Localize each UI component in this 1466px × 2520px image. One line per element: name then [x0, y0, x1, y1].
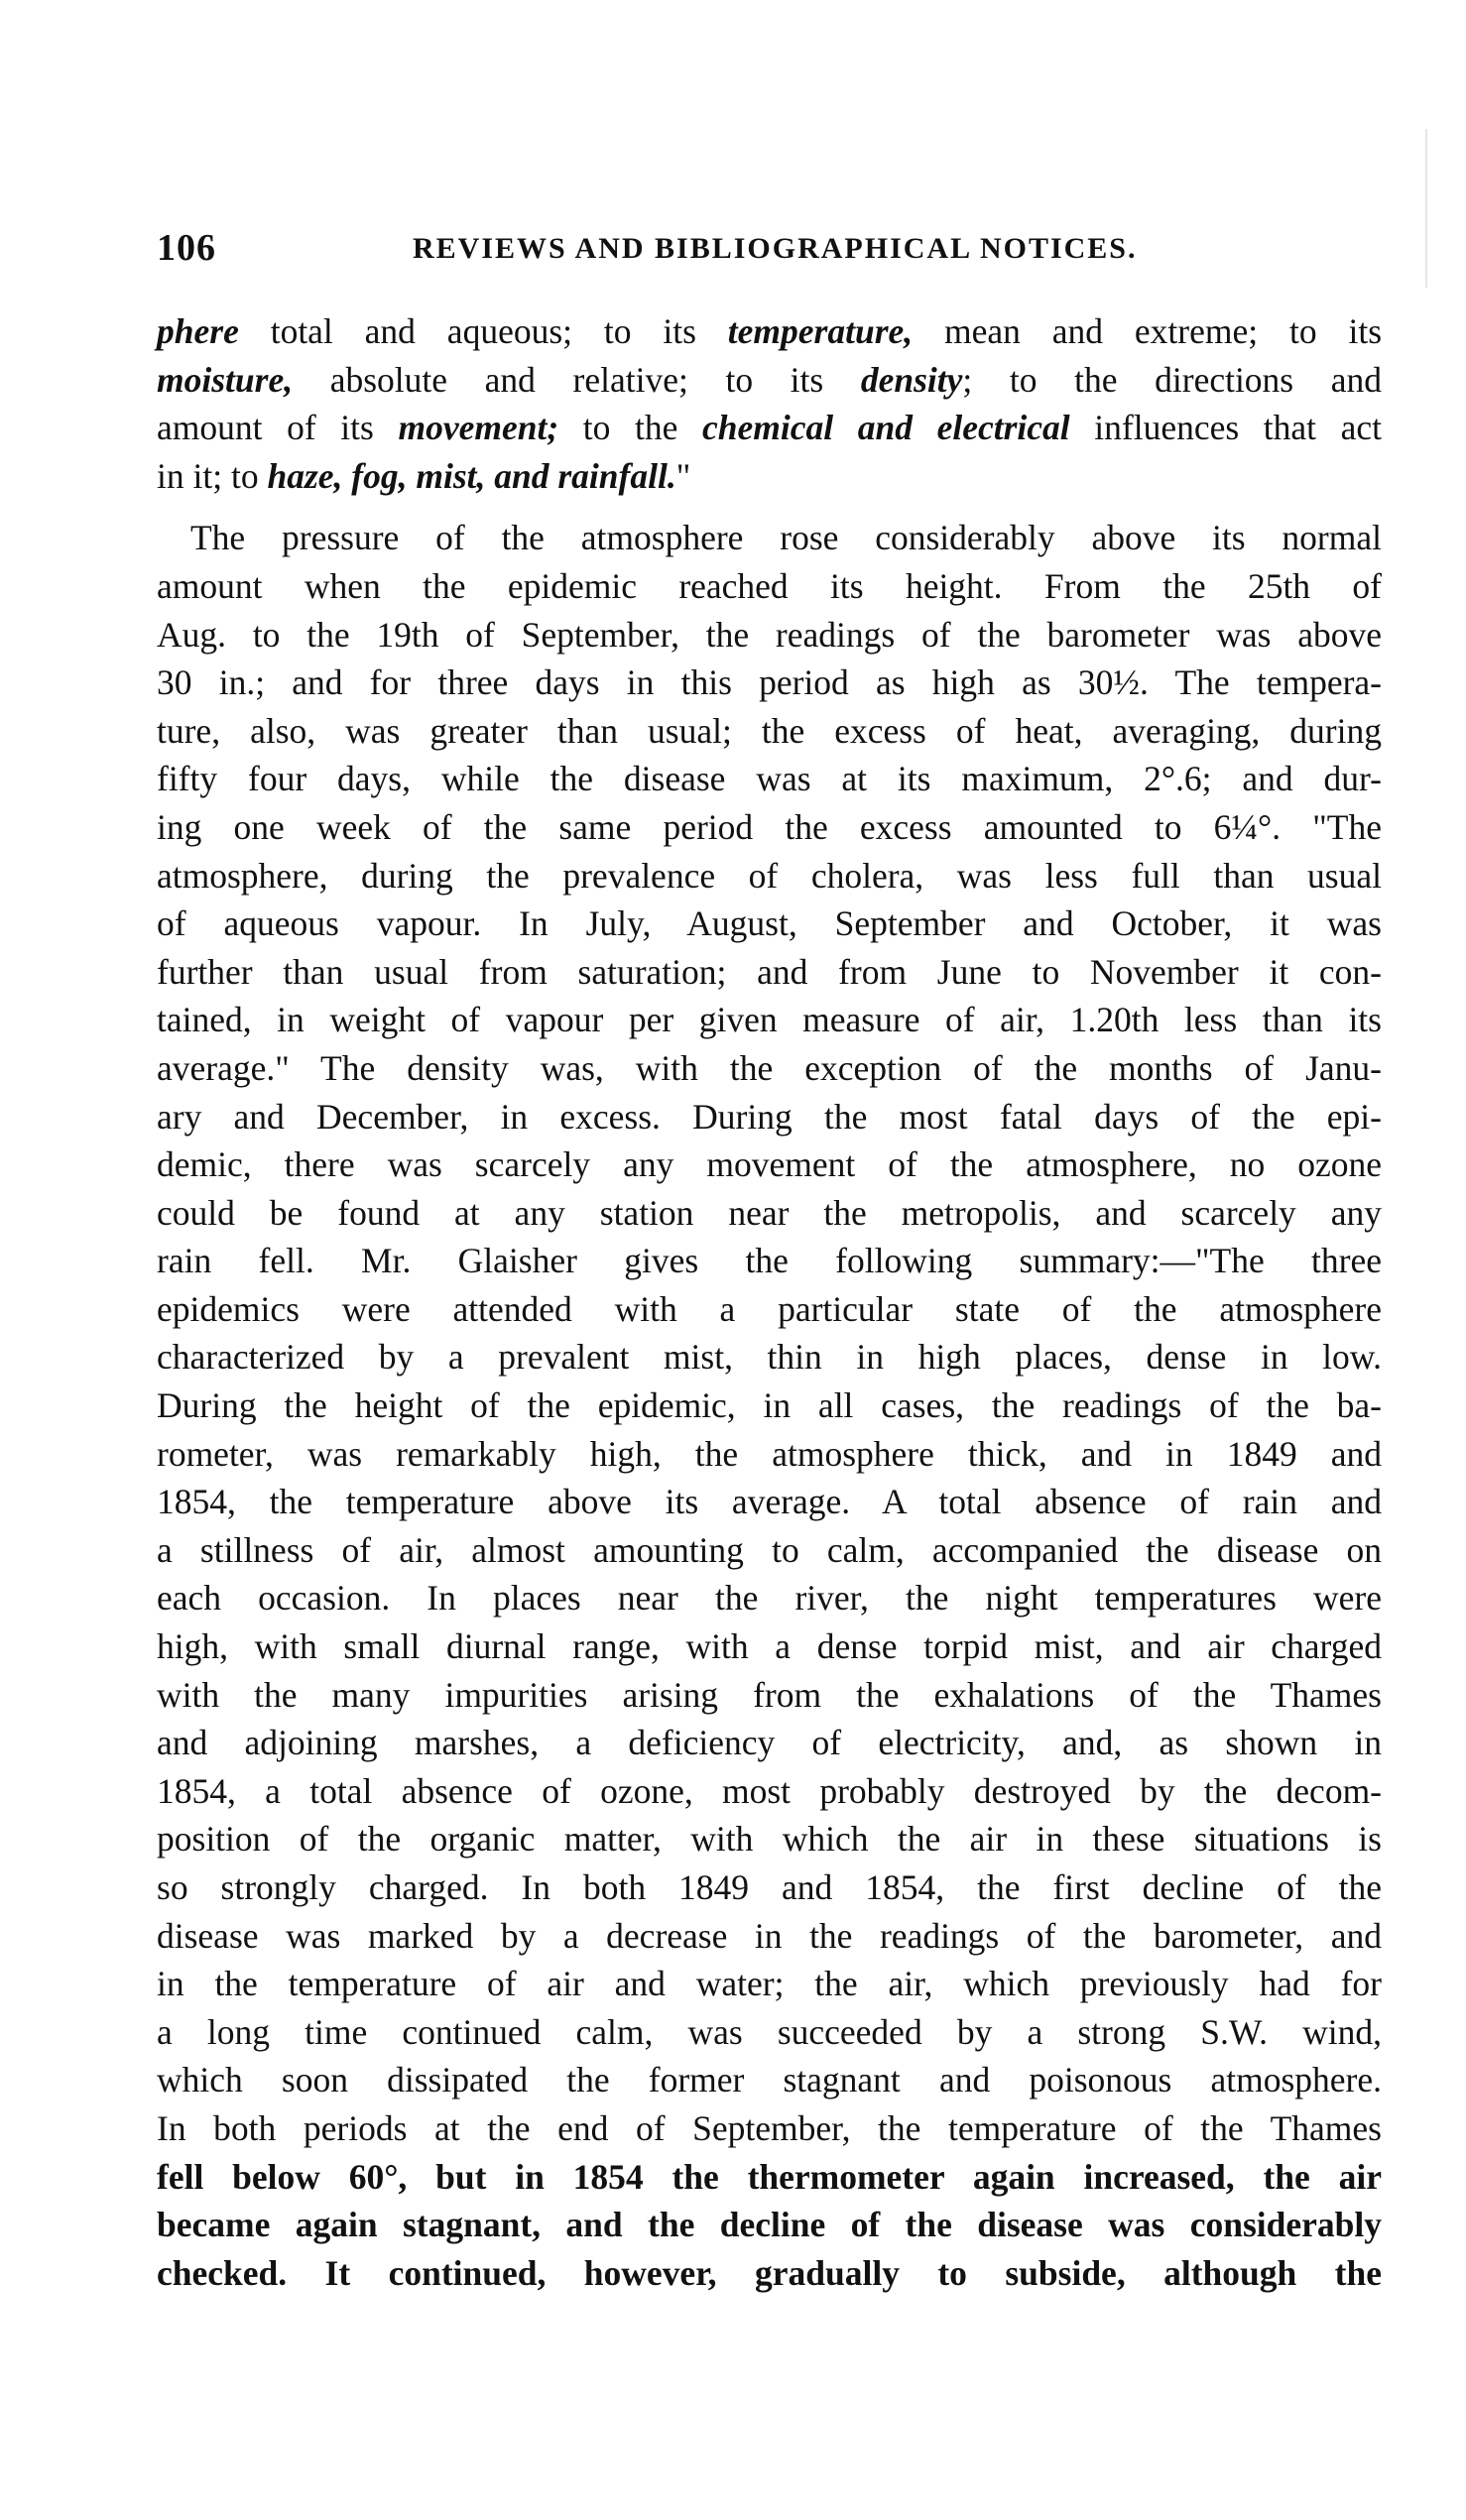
paragraph-line: in the temperature of air and water; the air, which previously had for	[157, 1964, 1382, 2004]
text-run: ; to the directions and	[962, 359, 1383, 400]
paragraph-line: a long time continued calm, was succeeded by a strong S.W. wind,	[157, 2011, 1382, 2052]
text-run: influences that act	[1069, 408, 1383, 448]
quote-line	[157, 452, 1382, 501]
text-run: "	[675, 455, 691, 496]
paragraph-line: with the many impurities arising from the exhalations of the Thames	[157, 1674, 1382, 1715]
paragraph-line: amount when the epidemic reached its height. From the 25th of	[157, 565, 1382, 606]
paragraph-line: fell below 60°, but in 1854 the thermometer again increased, the air	[157, 2156, 1382, 2197]
paragraph-line: high, with small diurnal range, with a dense torpid mist, and air charged	[157, 1626, 1382, 1667]
paragraph-line: ing one week of the same period the excess amounted to 6¼°. "The	[157, 806, 1382, 847]
text-run: mean and extreme; to its	[913, 311, 1383, 351]
quote-line	[157, 307, 1382, 356]
paragraph-line: demic, there was scarcely any movement of the atmosphere, no ozone	[157, 1144, 1382, 1185]
paragraph-line: disease was marked by a decrease in the readings of the barometer, and	[157, 1915, 1382, 1956]
text-run: amount of its	[157, 408, 399, 448]
paragraph-line: 30 in.; and for three days in this period as high as 30½. The tempera-	[157, 662, 1382, 703]
paragraph-line: became again stagnant, and the decline of the disease was considerably	[157, 2205, 1382, 2245]
paragraph-line: epidemics were attended with a particular state of the atmosphere	[157, 1288, 1382, 1329]
text-run: total and aqueous; to its	[238, 311, 728, 351]
paragraph-line: fifty four days, while the disease was at its maximum, 2°.6; and dur-	[157, 759, 1382, 799]
italic-term: movement;	[398, 408, 559, 448]
running-title: REVIEWS AND BIBLIOGRAPHICAL NOTICES.	[413, 232, 1138, 265]
paragraph-line: 1854, the temperature above its average. A total absence of rain and	[157, 1482, 1382, 1522]
scan-margin-line	[1425, 129, 1427, 288]
italic-term: moisture,	[157, 359, 294, 400]
paragraph-line: average." The density was, with the exception of the months of Janu-	[157, 1047, 1382, 1088]
running-head	[157, 226, 1377, 276]
paragraph-line: The pressure of the atmosphere rose considerably above its normal	[190, 518, 1382, 558]
paragraph-line: rain fell. Mr. Glaisher gives the following summary:—"The three	[157, 1241, 1382, 1281]
paragraph-line: Aug. to the 19th of September, the readings of the barometer was above	[157, 614, 1382, 655]
text-run: in it; to	[157, 455, 268, 496]
paragraph-line: could be found at any station near the metropolis, and scarcely any	[157, 1192, 1382, 1233]
paragraph-line: ture, also, was greater than usual; the excess of heat, averaging, during	[157, 710, 1382, 751]
quote-line	[157, 404, 1382, 452]
italic-term: haze, fog, mist, and rainfall.	[267, 455, 676, 496]
paragraph-line: each occasion. In places near the river, the night temperatures were	[157, 1578, 1382, 1619]
text-run: absolute and relative; to its	[293, 359, 861, 400]
paragraph-line: ary and December, in excess. During the most fatal days of the epi-	[157, 1096, 1382, 1137]
paragraph-line: 1854, a total absence of ozone, most probably destroyed by the decom-	[157, 1770, 1382, 1811]
paragraph-line: of aqueous vapour. In July, August, September and October, it was	[157, 903, 1382, 944]
italic-term: chemical and electrical	[702, 408, 1070, 448]
paragraph-line: During the height of the epidemic, in all cases, the readings of the ba-	[157, 1385, 1382, 1426]
paragraph-line: further than usual from saturation; and from June to November it con-	[157, 951, 1382, 992]
quote-line	[157, 356, 1382, 405]
text-run: to the	[558, 408, 703, 448]
body-text	[157, 307, 1382, 2297]
paragraph-line: so strongly charged. In both 1849 and 1854, the first decline of the	[157, 1867, 1382, 1907]
italic-term: density	[860, 359, 963, 400]
paragraph-line: In both periods at the end of September, the temperature of the Thames	[157, 2107, 1382, 2148]
paragraph-line: checked. It continued, however, gradually to subside, although the	[157, 2252, 1382, 2293]
italic-term: phere	[157, 311, 239, 351]
paragraph-line: and adjoining marshes, a deficiency of electricity, and, as shown in	[157, 1723, 1382, 1763]
paragraph-line: tained, in weight of vapour per given measure of air, 1.20th less than its	[157, 1000, 1382, 1040]
italic-term: temperature,	[727, 311, 914, 351]
page-number: 106	[157, 227, 216, 269]
paragraph-line: atmosphere, during the prevalence of cholera, was less full than usual	[157, 855, 1382, 896]
paragraph-line: characterized by a prevalent mist, thin in high places, dense in low.	[157, 1337, 1382, 1378]
paragraph-line: a stillness of air, almost amounting to calm, accompanied the disease on	[157, 1529, 1382, 1570]
paragraph-line: rometer, was remarkably high, the atmosphere thick, and in 1849 and	[157, 1433, 1382, 1474]
paragraph-line: position of the organic matter, with which the air in these situations is	[157, 1819, 1382, 1860]
paragraph-line: which soon dissipated the former stagnant and poisonous atmosphere.	[157, 2060, 1382, 2100]
